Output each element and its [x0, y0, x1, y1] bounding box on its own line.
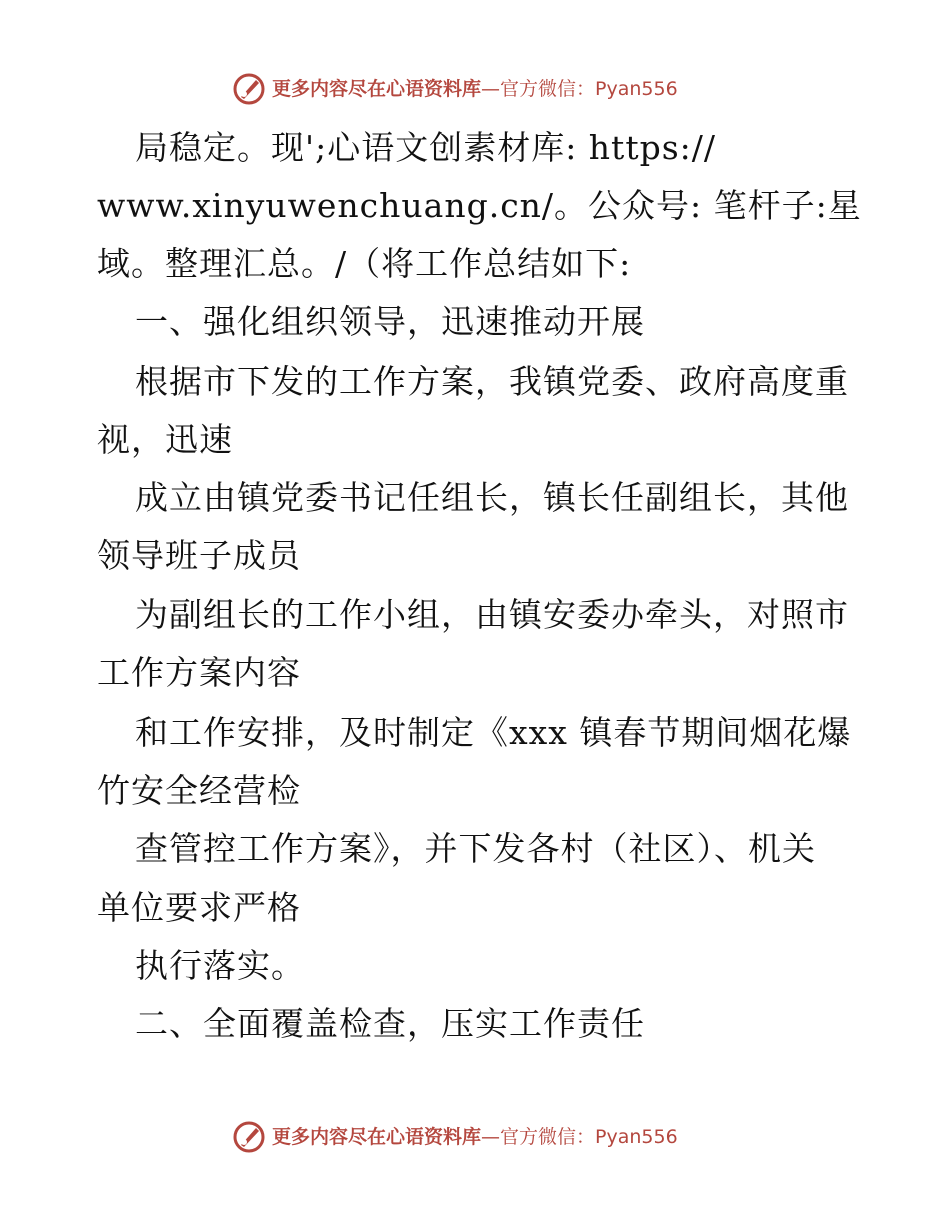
banner-official-label: 官方微信： [500, 78, 596, 100]
section-heading: 二、全面覆盖检查，压实工作责任 [135, 1004, 645, 1043]
text-line: 根据市下发的工作方案，我镇党委、政府高度重 [135, 362, 849, 401]
banner-dash: — [481, 1126, 501, 1148]
banner-wechat-id: Pyan556 [595, 78, 678, 100]
text-line: 领导班子成员 [97, 536, 301, 575]
banner-wechat-id: Pyan556 [595, 1126, 678, 1148]
text-line: 为副组长的工作小组，由镇安委办牵头，对照市 [135, 595, 849, 634]
quill-logo-icon [232, 1120, 266, 1154]
text-line: 域。整理汇总。/（将工作总结如下: [97, 244, 632, 283]
text-line: 查管控工作方案》，并下发各村（社区）、机关 [135, 829, 816, 868]
text-line: 工作方案内容 [97, 653, 301, 692]
banner-main-text: 更多内容尽在心语资料库 [272, 78, 482, 100]
section-heading: 一、强化组织领导，迅速推动开展 [135, 302, 645, 341]
text-line: 局稳定。现';心语文创素材库: https:// [135, 128, 716, 167]
text-line: 执行落实。 [135, 946, 305, 985]
text-line: 成立由镇党委书记任组长，镇长任副组长，其他 [135, 478, 849, 517]
text-line: 竹安全经营检 [97, 771, 301, 810]
text-line: 单位要求严格 [97, 888, 301, 927]
banner-official-label: 官方微信： [500, 1126, 596, 1148]
text-line: www.xinyuwenchuang.cn/。公众号: 笔杆子:星 [97, 186, 862, 225]
banner-main-text: 更多内容尽在心语资料库 [272, 1126, 482, 1148]
banner-text [272, 1124, 678, 1150]
text-line: 和工作安排，及时制定《xxx 镇春节期间烟花爆 [135, 713, 852, 752]
text-line: 视，迅速 [97, 420, 233, 459]
banner-dash: — [481, 78, 501, 100]
footer-banner [0, 1118, 950, 1158]
